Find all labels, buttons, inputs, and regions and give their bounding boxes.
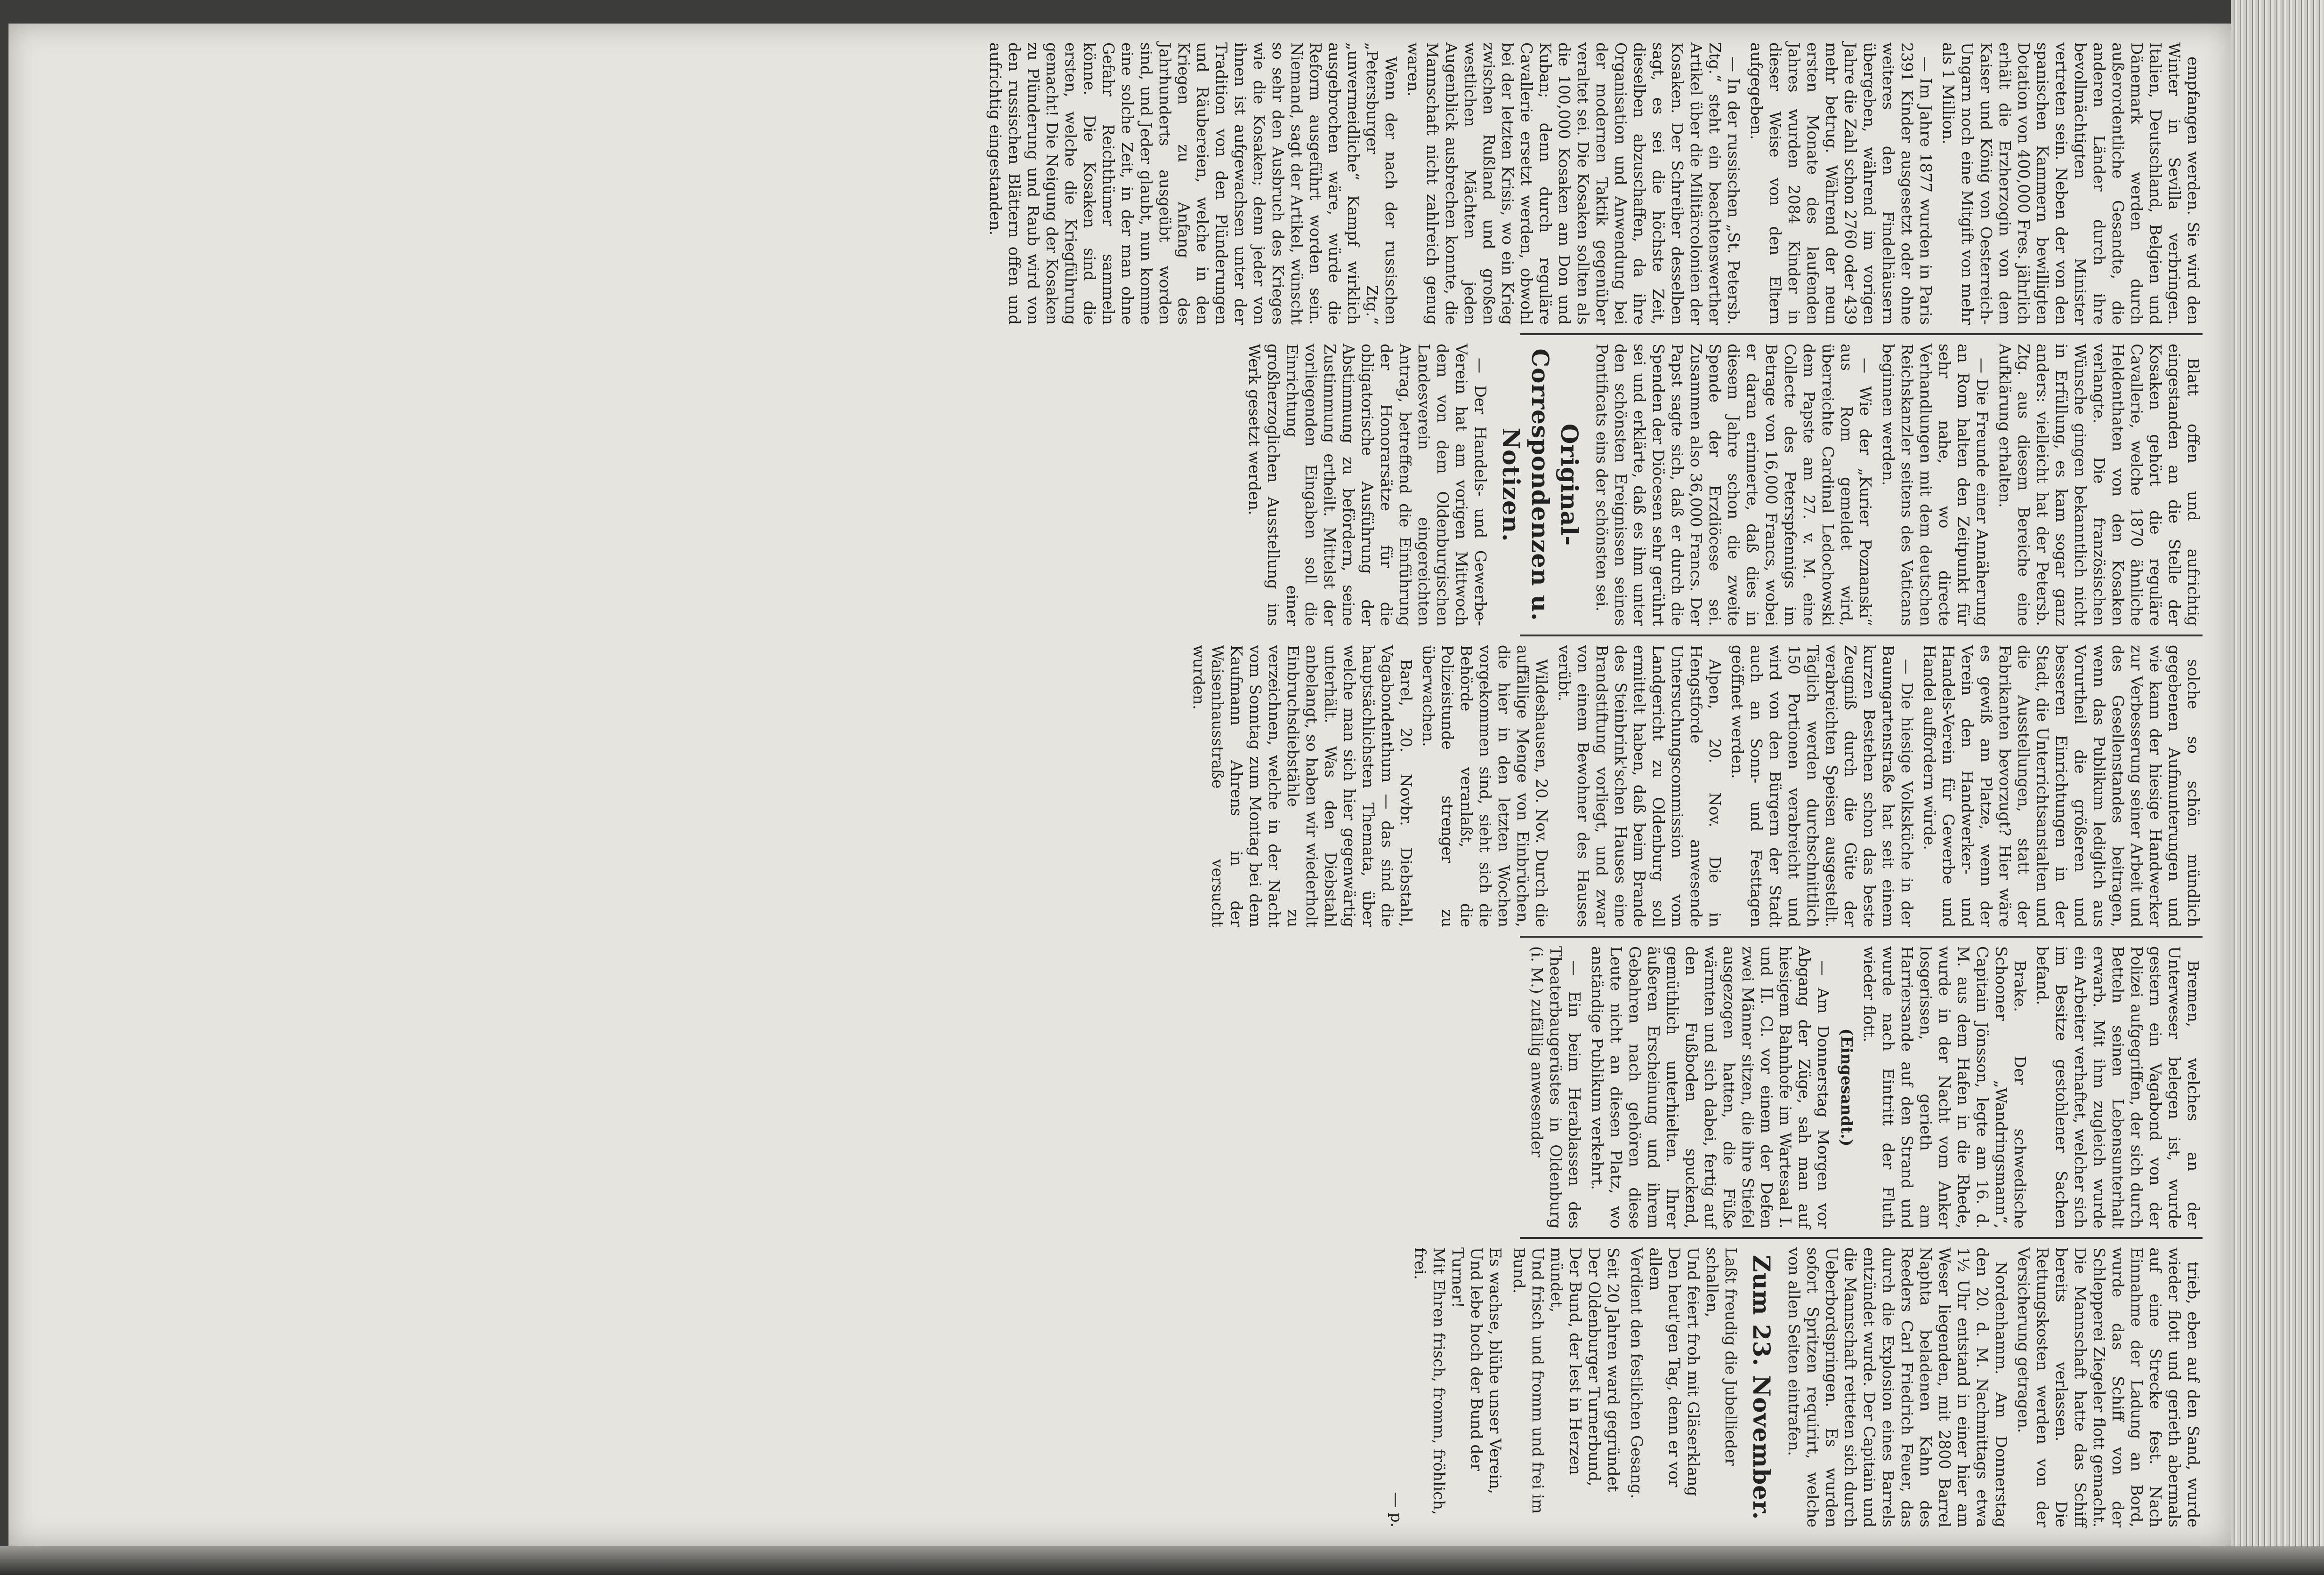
paragraph: Brake. Der schwedische Schooner „Wandringsmann“, Capitain Jönsson, legte am 16. d. M. aus dem Hafen in die Rhede, wurde in der Nacht vom Anker losgerissen, gerieth am Harriersande auf den Strand und wurde nach Eintritt der Fluth wieder flott. (1860, 946, 2029, 1229)
column-2 (1241, 344, 2203, 626)
paragraph: Wenn der nach der russischen „Petersburger Ztg.“ „unvermeidliche“ Kampf wirklich ausgebrochen wäre, würde die Reform ausgeführt worden sein. Niemand, sagt der Artikel, wünscht so sehr den Ausbruch des Krieges wie die Kosaken; denn jeder von ihnen ist aufgewachsen unter der Tradition von den Plünderungen und Räubereien, welche in den Kriegen zu Anfang des Jahrhunderts ausgeübt worden sind, und Jeder glaubt, nun komme eine solche Zeit, in der man ohne Gefahr Reichthümer sammeln könne. Die Kosaken sind die ersten, welche die Kriegführung gemacht! Die Neigung der Kosaken zu Plünderung und Raub wird von den russischen Blättern offen und aufrichtig eingestanden. (986, 42, 1400, 325)
paragraph: Bremen, welches an der Unterweser belegen ist, wurde gestern ein Vagabond von der Polizei aufgegriffen, der sich durch Betteln seinen Lebensunterhalt erwarb. Mit ihm zugleich wurde ein Arbeiter verhaftet, welcher sich im Besitze gestohlener Sachen befand. (2034, 946, 2203, 1229)
poem-stanza: Es wachse, blühe unser Verein, Und lebe hoch der Bund der Turner! Mit Ehren frisch, fromm, fröhlich, frei. (1411, 1247, 1505, 1515)
paragraph: — In der russischen „St. Petersb. Ztg.“ steht ein beachtenswerther Artikel über die Militärcolonien der Kosaken. Der Schreiber desselben sagt, es sei die höchste Zeit, dieselben abzuschaffen, da ihre Organisation und Anwendung bei der modernen Taktik gegenüber veraltet sei. Die Kosaken sollten als die 100,000 Kosaken am Don und Kuban; denn durch reguläre Cavallerie ersetzt werden, obwohl bei der letzten Krisis, wo ein Krieg zwischen Rußland und großen westlichen Mächten jeden Augenblick ausbrechen konnte, die Mannschaft nicht zahlreich genug waren. (1404, 42, 1743, 325)
column-5 (1383, 1247, 2203, 1527)
section-heading: (Eingesandt.) (1838, 1028, 1856, 1147)
section-heading: Original-Correspondenzen u. Notizen. (1497, 348, 1583, 621)
paragraph: — Die hiesige Volksküche in der Baumgartenstraße hat seit einem kurzen Bestehen schon das beste Zeugniß durch die Güte der verabreichten Speisen ausgestellt. Täglich werden durchschnittlich 150 Portionen verabreicht und wird von den Bürgern der Stadt auch an Sonn- und Festtagen geöffnet werden. (1728, 645, 1916, 927)
paragraph: Blatt offen und aufrichtig eingestanden an die Stelle der Kosaken gehört die reguläre Cavallerie, welche 1870 ähnliche Heldenthaten von den Kosaken verlangte. Die französischen Wünsche gingen bekanntlich nicht in Erfüllung, es kam sogar ganz anders: vielleicht hat der Petersb. Ztg. aus diesem Bereiche eine Aufklärung erhalten. (1996, 344, 2203, 626)
column-3 (1186, 645, 2203, 927)
poem-stanza: Seit 20 Jahren ward gegründet Der Oldenburger Turnerbund, Der Bund, der lest in Herzen mündet, Und frisch und fromm und frei im Bund. (1510, 1247, 1622, 1514)
paragraph: — Die Freunde einer Annäherung an Rom halten den Zeitpunkt für sehr nahe, wo directe Verhandlungen mit dem deutschen Reichskanzler seitens des Vaticans beginnen werden. (1879, 344, 1992, 626)
paragraph: Nordenhamm. Am Donnerstag den 20. d. M. Nachmittags etwa 1½ Uhr entstand in einer hier am Weser liegenden, mit 2800 Barrel Naphta beladenen Kahn des Reeders Carl Friedrich Feuer, das durch die Explosion eines Barrels entzündet wurde. Der Capitain und die Mannschaft retteten sich durch Ueberbordspringen. Es wurden sofort Spritzen requirirt, welche von allen Seiten eintrafen. (1785, 1247, 2010, 1527)
rotated-page-content (8, 24, 2231, 1546)
column-4 (1524, 946, 2203, 1229)
paragraph: — Der Handels- und Gewerbe-Verein hat am vorigen Mittwoch dem von dem Oldenburgischen Landesverein eingereichten Antrag, betreffend die Einführung der Honorarsätze für die obligatorische Ausführung der Abstimmung zu befördern, seine Zustimmung ertheilt. Mittelst der vorliegenden Eingaben soll die Einrichtung einer großherzoglichen Ausstellung ins Werk gesetzt werden. (1245, 344, 1490, 626)
paragraph: empfangen werden. Sie wird den Winter in Sevilla verbringen. Italien, Deutschland, Belgien und Dänemark werden durch außerordentliche Gesandte, die anderen Länder durch ihre bevollmächtigten Minister vertreten sein. Neben der von den spanischen Kammern bewilligten Dotation von 400,000 Fres. jährlich erhält die Erzherzogin von dem Kaiser und König von Oesterreich-Ungarn noch eine Mitgift von mehr als 1 Million. (1939, 42, 2203, 325)
page-columns (37, 42, 2203, 1527)
poem-stanza: Laßt freudig die Jubellieder schallen, Und feiert froh mit Gläserklang Den heut'gen Tag, denn er vor allem Verdient den festlichen Gesang. (1628, 1247, 1740, 1499)
paragraph: — Wie der „Kurier Poznanski“ aus Rom gemeldet wird, überreichte Cardinal Ledochowski dem Papste am 27. v. M. eine Collecte des Peterspfennigs im Betrage von 16,000 Francs, wobei er daran erinnerte, daß dies in diesem Jahre schon die zweite Spende der Erzdiöcese sei. Zusammen also 36,000 Francs. Der Papst sagte sich, daß er durch die Spenden der Diöcesen sehr gerührt sei und erklärte, daß es ihm unter den schönsten Ereignissen seines Pontificats eins der schönsten sei. (1593, 344, 1875, 626)
paragraph: Barel, 20. Novbr. Diebstahl, Vagabondenthum — das sind die hauptsächlichsten Themata, über welche man sich hier gegenwärtig unterhält. Was den Diebstahl anbelangt, so haben wir wiederholt Einbruchsdiebstähle zu verzeichnen, welche in der Nacht vom Sonntag zum Montag bei dem Kaufmann Ahrens in der Waisenhausstraße versucht wurden. (1190, 645, 1415, 927)
column-rule (1520, 1237, 2203, 1239)
paragraph: Alpen, 20. Nov. Die in Hengstforde anwesende Untersuchungscommission vom Landgericht zu Oldenburg soll ermittelt haben, daß beim Brande des Steinbrink'schen Hauses eine Brandstiftung vorliegt, und zwar von einem Bewohner des Hauses verübt. (1555, 645, 1724, 927)
paragraph: — Ein beim Herablassen des Theaterbaugerüstes in Oldenburg (i. M.) zufällig anwesender (1528, 946, 1584, 1229)
signature: — p. (1388, 1492, 1406, 1527)
binding-shadow (0, 1546, 2324, 1575)
column-rule (1520, 936, 2203, 938)
column-1 (982, 42, 2203, 325)
paragraph: trieb, eben auf den Sand, wurde wieder flott und gerieth abermals auf eine Strecke fest. Nach Einnahme der Ladung an Bord, wurde das Schiff von der Schlepperei Ziegeler flott gemacht. Die Mannschaft hatte das Schiff bereits verlassen. Die Rettungskosten werden von der Versicherung getragen. (2015, 1247, 2203, 1527)
poem-title: Zum 23. November. (1748, 1254, 1775, 1520)
book-page-edges (2231, 0, 2324, 1575)
paragraph: solche so schön mündlich gegebenen Aufmunterungen und wie kann der hiesige Handwerker zur Verbesserung seiner Arbeit und des Gesellenstandes beitragen, wenn das Publikum lediglich aus Vorurtheil die größeren und besseren Einrichtungen in der Stadt, die Unterrichtsanstalten und die Ausstellungen, statt der Fabrikanten bevorzugt? Hier wäre es gewiß am Platze, wenn der Verein den Handwerker- und Handels-Verein für Gewerbe und Handel auffordern würde. (1921, 645, 2203, 927)
paragraph: Wildeshausen, 20. Nov. Durch die auffällige Menge von Einbrüchen, die hier in den letzten Wochen vorgekommen sind, sieht sich die Behörde veranlaßt, die Polizeistunde strenger zu überwachen. (1420, 645, 1551, 927)
column-rule (1520, 333, 2203, 335)
paragraph: — Am Donnerstag Morgen vor Abgang der Züge, sah man auf hiesigem Bahnhofe im Wartesaal I. und II. Cl. vor einem der Defen zwei Männer sitzen, die ihre Stiefel ausgezogen hatten, die Füße wärmten und sich dabei, fertig auf den Fußboden spuckend, gemüthlich unterhielten. Ihrer äußeren Erscheinung und ihrem Gebahren nach gehören diese Leute nicht an diesen Platz, wo anständige Publikum verkehrt. (1588, 946, 1832, 1229)
paragraph: — Im Jahre 1877 wurden in Paris 2391 Kinder ausgesetzt oder ohne weiteres den Findelhäusern übergeben, während im vorigen Jahre die Zahl schon 2760 oder 439 mehr betrug. Während der neun ersten Monate des laufenden Jahres wurden 2084 Kinder in dieser Weise von den Eltern aufgegeben. (1747, 42, 1935, 325)
column-rule (1520, 635, 2203, 636)
